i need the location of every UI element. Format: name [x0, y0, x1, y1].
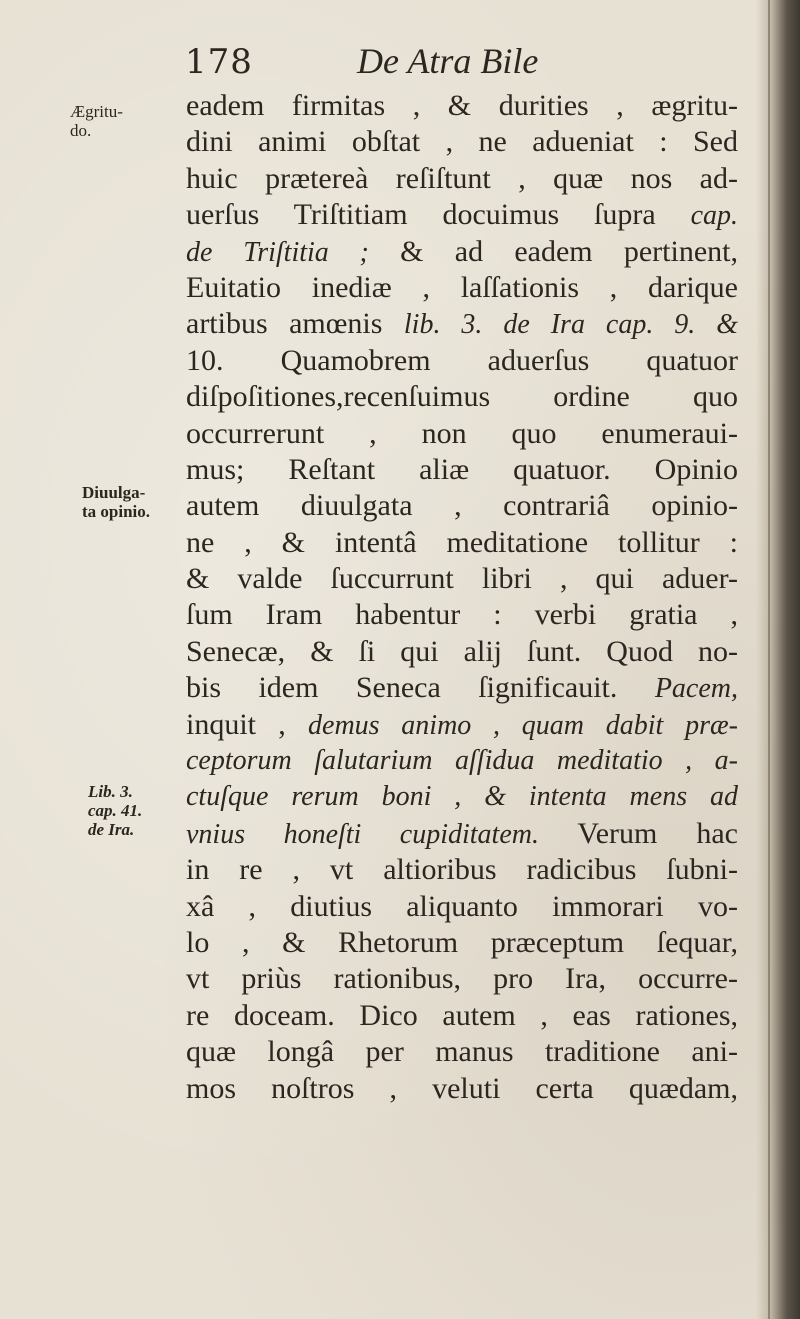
- text-line: mos noſtros , veluti certa quædam,: [186, 1071, 738, 1105]
- text-line: [186, 306, 738, 342]
- text-span: &: [400, 234, 424, 268]
- text-line: [186, 707, 738, 743]
- italic-span: cap.: [690, 200, 738, 232]
- text-line: in re , vt altioribus radicibus ſubni-: [186, 853, 738, 887]
- margin-note-aegritudo: [70, 102, 150, 140]
- margin-note-line: Lib. 3.: [88, 782, 133, 801]
- text-line: [186, 816, 738, 852]
- text-line: quæ longâ per manus traditione ani-: [186, 1035, 738, 1069]
- text-span: bis idem Seneca ſignificauit.: [186, 671, 618, 705]
- text-line: lo , & Rhetorum præceptum ſequar,: [186, 925, 738, 959]
- text-line-italic: ceptorum ſalutarium aſſidua meditatio , a-: [186, 745, 738, 777]
- margin-note-diuulgata: [82, 483, 182, 521]
- binding-edge: [768, 0, 770, 1319]
- text-line: [186, 197, 738, 233]
- margin-note-line: do.: [70, 121, 92, 140]
- text-line: diſpoſitiones,recenſuimus ordine quo: [186, 380, 738, 414]
- text-line: vt priùs rationibus, pro Ira, occurre-: [186, 962, 738, 996]
- margin-note-line: de Ira.: [88, 820, 135, 839]
- text-line: [186, 670, 738, 706]
- margin-note-line: cap. 41.: [88, 801, 143, 820]
- text-line: mus; Reſtant aliæ quatuor. Opinio: [186, 452, 738, 486]
- page-gutter-shadow: [756, 0, 800, 1319]
- text-span: inquit ,: [186, 707, 286, 741]
- italic-span: de Triſtitia ;: [186, 236, 369, 268]
- text-span: Verum hac: [577, 816, 738, 850]
- text-line-italic: ctuſque rerum boni , & intenta mens ad: [186, 781, 738, 813]
- margin-note-line: Ægritu-: [70, 102, 123, 121]
- text-span: Quamobrem aduerſus quatuor: [280, 343, 738, 377]
- text-span: 10.: [186, 343, 224, 377]
- text-span: artibus amœnis: [186, 307, 383, 341]
- text-line: eadem firmitas , & durities , ægritu-: [186, 89, 738, 122]
- margin-note-line: ta opinio.: [82, 502, 151, 521]
- text-span: uerſus Triſtitiam docuimus ſupra: [186, 198, 656, 232]
- text-line: dini animi obſtat , ne adueniat : Sed: [186, 125, 738, 159]
- text-line: ſum Iram habentur : verbi gratia ,: [186, 598, 738, 632]
- text-line: Euitatio inediæ , laſſationis , darique: [186, 270, 738, 304]
- page-number: 178: [185, 42, 253, 82]
- text-line: occurrerunt , non quo enumeraui-: [186, 416, 738, 450]
- text-line: autem diuulgata , contrariâ opinio-: [186, 489, 738, 523]
- text-line: huic prætereà reſiſtunt , quæ nos ad-: [186, 161, 738, 195]
- body-text: [186, 88, 738, 1107]
- italic-span: vnius honeſti cupiditatem.: [186, 818, 539, 850]
- italic-span: demus animo , quam dabit præ-: [308, 709, 738, 741]
- text-line: ne , & intentâ meditatione tollitur :: [186, 525, 738, 559]
- running-title: De Atra Bile: [357, 41, 539, 81]
- italic-span: lib. 3. de Ira cap. 9. &: [403, 309, 738, 341]
- text-line: xâ , diutius aliquanto immorari vo-: [186, 889, 738, 923]
- margin-note-lib-ref: [88, 782, 168, 839]
- text-line: re doceam. Dico autem , eas rationes,: [186, 998, 738, 1032]
- text-line: [186, 343, 738, 379]
- italic-span: Pacem,: [654, 673, 738, 705]
- margin-note-line: Diuulga-: [82, 483, 146, 502]
- text-span: ad eadem pertinent,: [454, 234, 738, 268]
- text-line: Senecæ, & ſi qui alij ſunt. Quod no-: [186, 634, 738, 668]
- page-header: [185, 40, 705, 84]
- text-line: & valde ſuccurrunt libri , qui aduer-: [186, 562, 738, 596]
- text-line: [186, 234, 738, 270]
